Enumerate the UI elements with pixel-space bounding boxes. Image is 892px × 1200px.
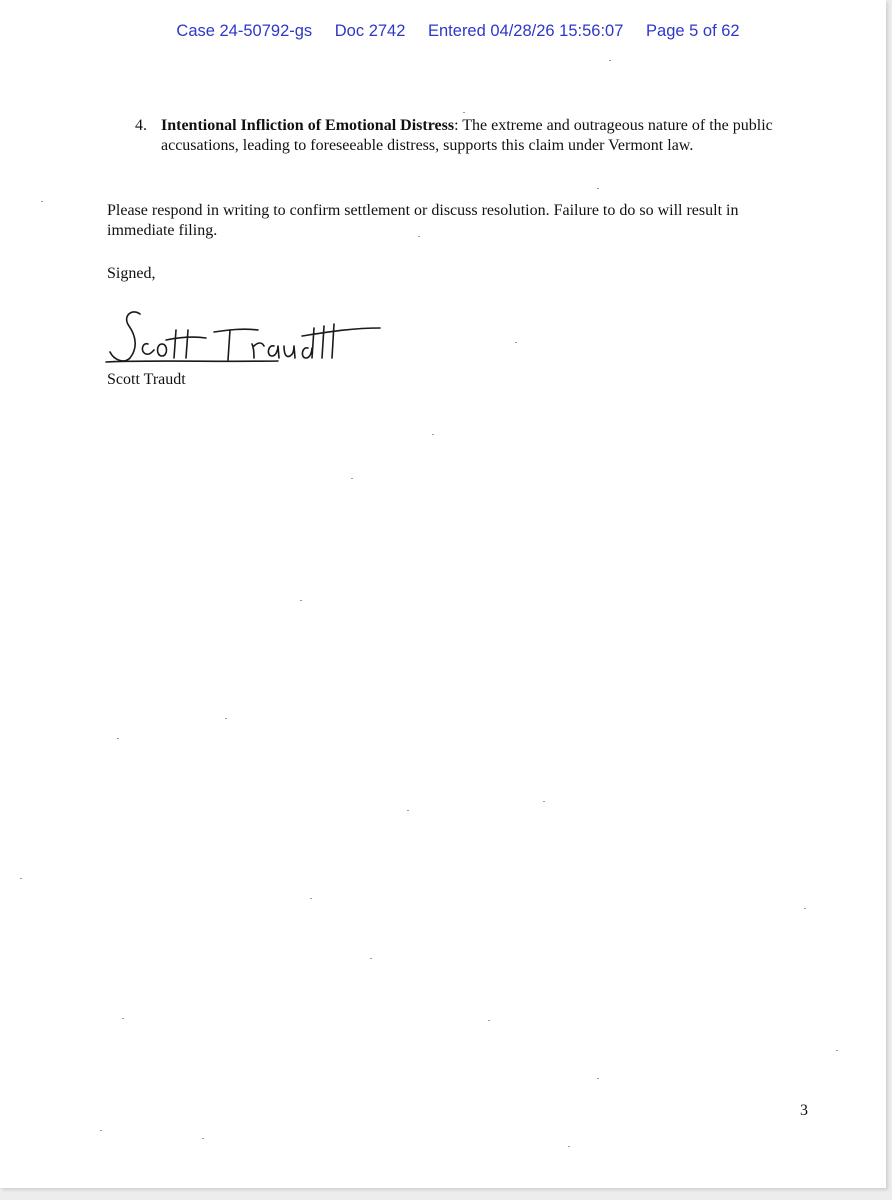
- item-body: [161, 116, 815, 155]
- scan-speck: [804, 908, 806, 909]
- closing-text: Signed,: [107, 265, 156, 282]
- scan-speck: [117, 738, 119, 739]
- scan-speck: [225, 718, 227, 719]
- scan-speck: [20, 878, 22, 879]
- scan-speck: [463, 112, 465, 113]
- scan-speck: [568, 1146, 570, 1147]
- item-number: 4.: [135, 117, 147, 134]
- scan-speck: [407, 810, 409, 811]
- scan-speck: [100, 1130, 102, 1131]
- scan-speck: [488, 1020, 490, 1021]
- scan-speck: [836, 1050, 838, 1051]
- scan-speck: [597, 188, 599, 189]
- signer-name: Scott Traudt: [107, 371, 186, 388]
- item-title: Intentional Infliction of Emotional Distress: [161, 117, 455, 134]
- handwritten-signature: [102, 300, 392, 372]
- scan-speck: [515, 342, 517, 343]
- scan-speck: [202, 1138, 204, 1139]
- page-indicator: Page 5 of 62: [646, 22, 740, 40]
- ecf-filing-header: [0, 22, 892, 41]
- scan-speck: [122, 1018, 124, 1019]
- scan-speck: [609, 60, 611, 61]
- numbered-item-4: [135, 116, 815, 155]
- scan-speck: [300, 600, 302, 601]
- scan-speck: [597, 1078, 599, 1079]
- scan-speck: [310, 898, 312, 899]
- item-text: : The extreme and outrageous nature of the public accusations, leading to foreseeable distress, supports this claim under Vermont law.: [161, 117, 773, 154]
- entered-timestamp: Entered 04/28/26 15:56:07: [428, 22, 624, 40]
- doc-number: Doc 2742: [334, 22, 406, 40]
- scan-speck: [351, 478, 353, 479]
- scan-speck: [418, 236, 420, 237]
- scan-speck: [432, 434, 434, 435]
- case-number: Case 24-50792-gs: [176, 22, 313, 40]
- scan-speck: [41, 201, 43, 202]
- scan-speck: [543, 801, 545, 802]
- respond-paragraph: Please respond in writing to confirm settlement or discuss resolution. Failure to do so will result in immediate filing.: [107, 202, 739, 239]
- scan-speck: [370, 958, 372, 959]
- page-number: 3: [800, 1102, 808, 1119]
